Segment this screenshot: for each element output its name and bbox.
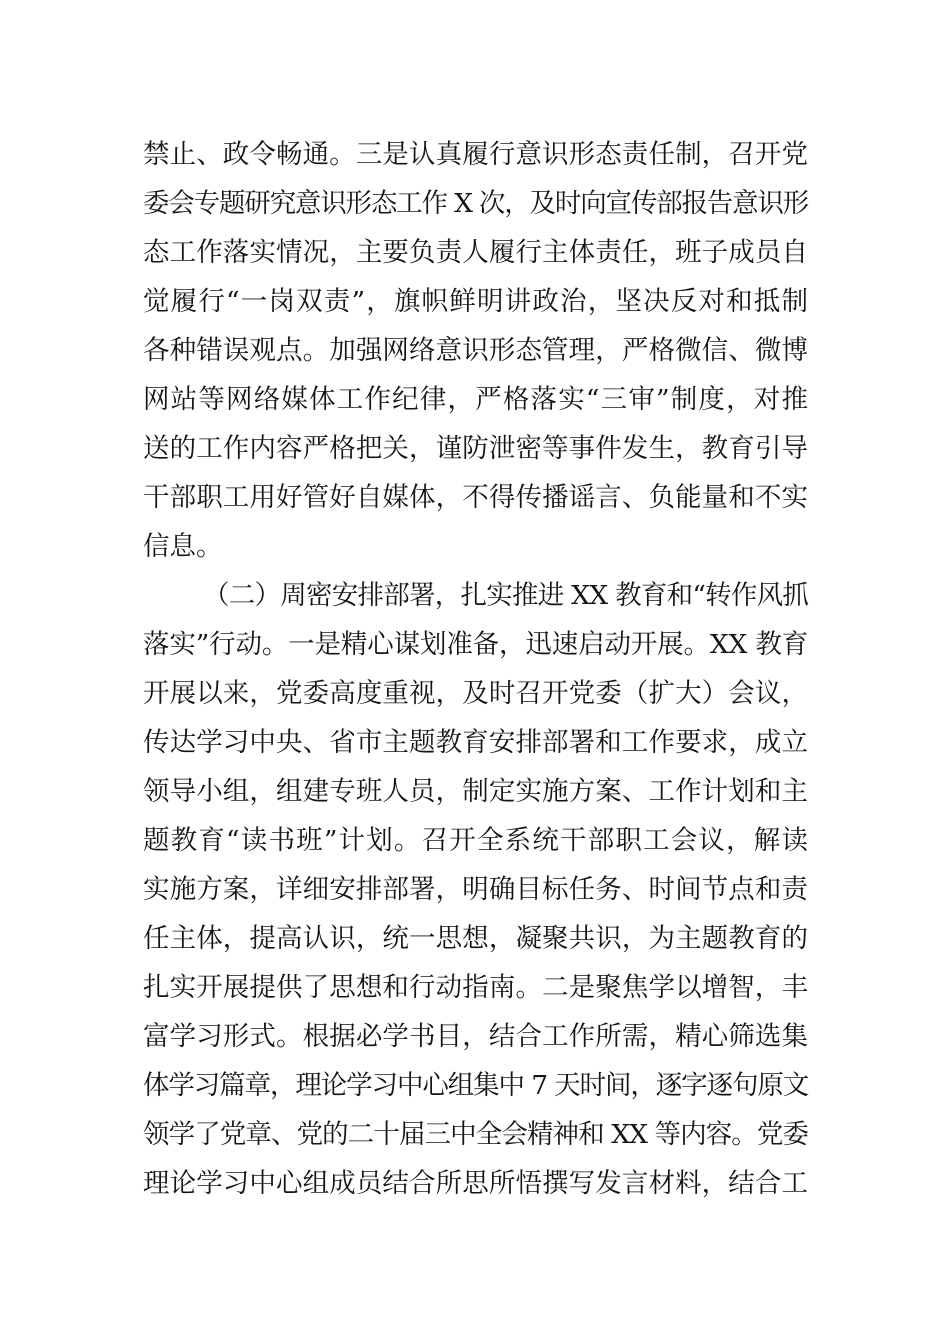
section-heading-line: （二）周密安排部署，扎实推进 XX 教育和“转作风抓	[203, 580, 809, 611]
text-line: 传达学习中央、省市主题教育安排部署和工作要求，成立	[143, 727, 808, 758]
text-line: 实施方案，详细安排部署，明确目标任务、时间节点和责	[143, 874, 808, 905]
text-line: 任主体，提高认识，统一思想，凝聚共识，为主题教育的	[143, 923, 808, 954]
text-line: 委会专题研究意识形态工作 X 次，及时向宣传部报告意识形	[143, 188, 808, 219]
text-line: 送的工作内容严格把关，谨防泄密等事件发生，教育引导	[143, 433, 808, 464]
text-line: 理论学习中心组成员结合所思所悟撰写发言材料，结合工	[143, 1168, 808, 1199]
text-line: 领学了党章、党的二十届三中全会精神和 XX 等内容。党委	[143, 1119, 808, 1150]
text-line: 富学习形式。根据必学书目，结合工作所需，精心筛选集	[143, 1021, 808, 1052]
text-line: 落实”行动。一是精心谋划准备，迅速启动开展。XX 教育	[143, 629, 808, 660]
text-line: 领导小组，组建专班人员，制定实施方案、工作计划和主	[143, 776, 808, 807]
text-line: 题教育“读书班”计划。召开全系统干部职工会议，解读	[143, 825, 808, 856]
text-line: 体学习篇章，理论学习中心组集中 7 天时间，逐字逐句原文	[143, 1070, 808, 1101]
text-line: 网站等网络媒体工作纪律，严格落实“三审”制度，对推	[143, 384, 808, 415]
body-text	[143, 130, 808, 1208]
text-line: 态工作落实情况，主要负责人履行主体责任，班子成员自	[143, 237, 808, 268]
text-line: 开展以来，党委高度重视，及时召开党委（扩大）会议，	[143, 678, 808, 709]
text-line: 扎实开展提供了思想和行动指南。二是聚焦学以增智，丰	[143, 972, 808, 1003]
text-line: 觉履行“一岗双责”，旗帜鲜明讲政治，坚决反对和抵制	[143, 286, 808, 317]
text-line: 干部职工用好管好自媒体，不得传播谣言、负能量和不实	[143, 482, 808, 513]
text-line: 各种错误观点。加强网络意识形态管理，严格微信、微博	[143, 335, 808, 366]
text-line: 禁止、政令畅通。三是认真履行意识形态责任制，召开党	[143, 139, 808, 170]
text-line: 信息。	[143, 531, 223, 562]
